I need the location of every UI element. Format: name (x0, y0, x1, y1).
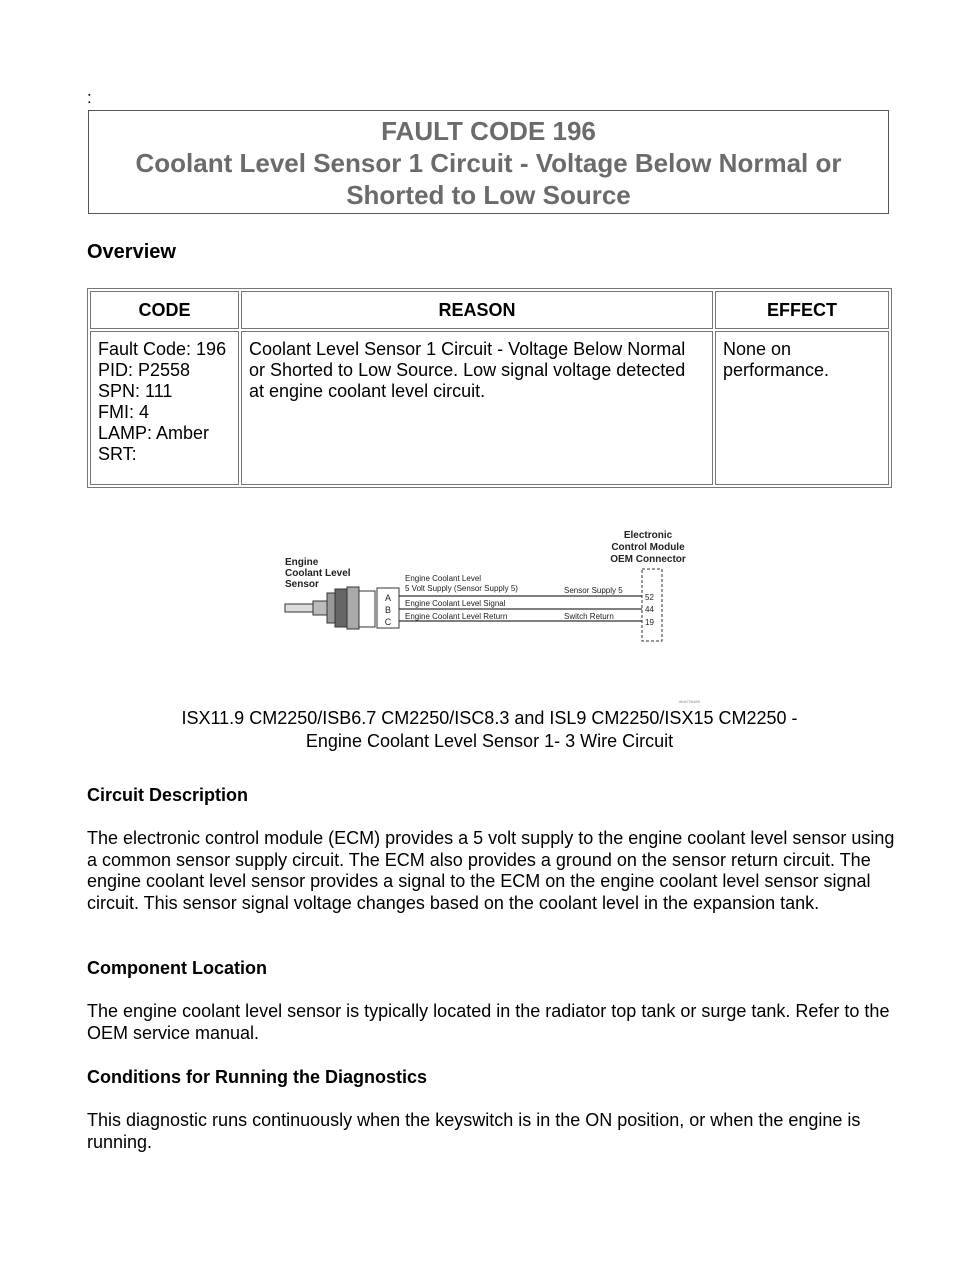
wire3-ecm-label: Switch Return (564, 612, 614, 621)
fault-code-title: FAULT CODE 196 (381, 116, 596, 146)
sensor-label-1: Engine (285, 557, 319, 568)
table-row (90, 331, 889, 485)
pin-b-label: B (384, 605, 392, 615)
code-line-fault-code: Fault Code: 196 (98, 339, 227, 359)
header-colon: : (87, 88, 92, 107)
code-line-srt: SRT: (98, 444, 137, 464)
ecm-label-3: OEM Connector (610, 554, 686, 565)
fault-title-box (88, 110, 889, 214)
ecm-label-2: Control Module (611, 542, 685, 553)
wiring-diagram (280, 525, 710, 710)
conditions-text: This diagnostic runs continuously when the keyswitch is in the ON position, or when the engine is running. (87, 1110, 861, 1152)
fault-title-line2: Coolant Level Sensor 1 Circuit - Voltage Below Normal or (135, 148, 842, 178)
component-location-heading: Component Location (87, 958, 267, 978)
circuit-description-text: The electronic control module (ECM) provides a 5 volt supply to the engine coolant level sensor using a common sensor supply circuit. The ECM also provides a ground on the sensor return circuit. The engine coolant level sensor provides a signal to the ECM on the engine coolant level sensor signal circuit. This sensor signal voltage changes based on the coolant level in the expansion tank. (87, 828, 895, 913)
code-cell (90, 331, 239, 485)
diagram-caption (87, 707, 892, 753)
code-line-pid: PID: P2558 (98, 360, 191, 380)
wire3-label: Engine Coolant Level Return (405, 612, 508, 621)
overview-heading: Overview (87, 241, 176, 263)
ecm-label-1: Electronic (623, 530, 673, 541)
ecm-pin-44: 44 (645, 605, 654, 614)
ecm-pin-52: 52 (645, 593, 654, 602)
conditions-heading: Conditions for Running the Diagnostics (87, 1067, 427, 1087)
effect-cell: None on performance. (715, 331, 889, 485)
sensor-label-3: Sensor (285, 579, 319, 590)
wire1-ecm-label: Sensor Supply 5 (564, 586, 623, 595)
wire2-label: Engine Coolant Level Signal (405, 599, 506, 608)
column-header-code: CODE (90, 291, 239, 329)
pin-c-label: C (384, 617, 392, 627)
wire1-label-2: 5 Volt Supply (Sensor Supply 5) (405, 584, 518, 593)
diagram-ref-id: r6n8726465 (678, 699, 700, 704)
pin-a-label: A (384, 593, 392, 603)
wire1-label-1: Engine Coolant Level (405, 574, 482, 583)
caption-line2: Engine Coolant Level Sensor 1- 3 Wire Circuit (305, 731, 674, 751)
code-line-fmi: FMI: 4 (98, 402, 150, 422)
caption-line1: ISX11.9 CM2250/ISB6.7 CM2250/ISC8.3 and ISL9 CM2250/ISX15 CM2250 - (181, 708, 798, 728)
reason-cell: Coolant Level Sensor 1 Circuit - Voltage Below Normal or Shorted to Low Source. Low signal voltage detected at engine coolant level circuit. (241, 331, 713, 485)
overview-table (87, 288, 892, 488)
column-header-effect: EFFECT (715, 291, 889, 329)
component-location-text: The engine coolant level sensor is typically located in the radiator top tank or surge tank. Refer to the OEM service manual. (87, 1001, 890, 1043)
table-header-row (90, 291, 889, 329)
ecm-pin-19: 19 (645, 618, 654, 627)
fault-title-line3: Shorted to Low Source (346, 180, 631, 210)
circuit-description-heading: Circuit Description (87, 785, 249, 805)
code-line-spn: SPN: 111 (98, 381, 173, 401)
code-line-lamp: LAMP: Amber (98, 423, 210, 443)
column-header-reason: REASON (241, 291, 713, 329)
sensor-label-2: Coolant Level (285, 568, 351, 579)
coolant-level-sensor-icon (285, 587, 375, 629)
